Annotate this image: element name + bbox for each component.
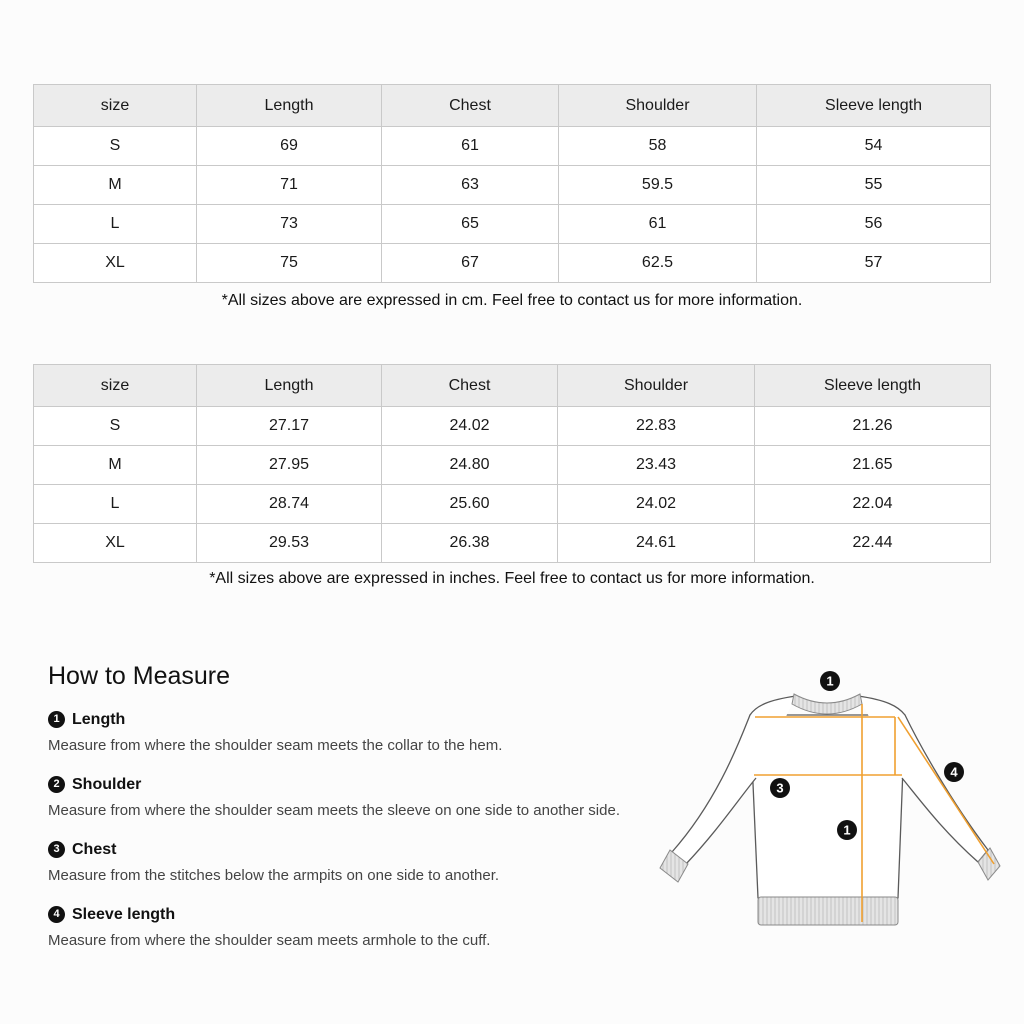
step-description: Measure from where the shoulder seam meets armhole to the cuff. [48,932,491,949]
cell-shoulder: 23.43 [558,446,755,485]
cell-shoulder: 59.5 [559,166,757,205]
header-sleeve-length: Sleeve length [755,365,991,407]
svg-text:1: 1 [843,822,851,838]
cell-sleeve-length: 22.04 [755,485,991,524]
step-number-badge: 3 [48,841,65,858]
cell-sleeve-length: 21.65 [755,446,991,485]
collar-ribbing [792,694,862,714]
cell-shoulder: 58 [559,127,757,166]
table-row [34,205,991,244]
note-inches: *All sizes above are expressed in inches. Feel free to contact us for more information. [209,570,815,587]
svg-text:4: 4 [950,764,958,780]
table-row [34,524,991,563]
cell-size: S [34,407,197,446]
step-description: Measure from the stitches below the armpits on one side to another. [48,867,500,884]
size-table-inches [33,364,991,563]
step-label: Chest [72,840,117,858]
header-length: Length [197,85,382,127]
header-length: Length [197,365,382,407]
header-shoulder: Shoulder [558,365,755,407]
cell-chest: 26.38 [382,524,558,563]
step-sleeve-length [48,901,668,951]
svg-text:3: 3 [776,780,784,796]
cell-size: L [34,205,197,244]
size-table-cm [33,84,991,283]
table-row [34,485,991,524]
cell-sleeve-length: 54 [757,127,991,166]
cell-chest: 24.02 [382,407,558,446]
cell-chest: 63 [382,166,559,205]
step-label: Shoulder [72,775,142,793]
table-row [34,244,991,283]
header-chest: Chest [382,365,558,407]
step-number-badge: 4 [48,906,65,923]
header-size: size [34,365,197,407]
marker-chest [770,778,790,798]
step-number-badge: 1 [48,711,65,728]
table-header-row [34,85,991,127]
sweater-outline [672,696,988,898]
step-number-badge: 2 [48,776,65,793]
marker-length-top [820,671,840,691]
cell-sleeve-length: 21.26 [755,407,991,446]
header-shoulder: Shoulder [559,85,757,127]
sweater-diagram [650,660,1010,940]
cell-shoulder: 61 [559,205,757,244]
cell-length: 27.17 [197,407,382,446]
cell-sleeve-length: 55 [757,166,991,205]
header-size: size [34,85,197,127]
cell-sleeve-length: 57 [757,244,991,283]
marker-length [837,820,857,840]
step-shoulder [48,771,668,821]
header-chest: Chest [382,85,559,127]
table-row [34,446,991,485]
cell-length: 75 [197,244,382,283]
cell-size: L [34,485,197,524]
cell-chest: 24.80 [382,446,558,485]
step-label: Sleeve length [72,905,176,923]
cell-length: 28.74 [197,485,382,524]
step-description: Measure from where the shoulder seam meets the sleeve on one side to another side. [48,802,620,819]
table-row [34,127,991,166]
cell-chest: 65 [382,205,559,244]
marker-sleeve-length [944,762,964,782]
cell-chest: 25.60 [382,485,558,524]
step-chest [48,836,668,886]
note-cm: *All sizes above are expressed in cm. Feel free to contact us for more information. [221,292,803,309]
table-row [34,407,991,446]
header-sleeve-length: Sleeve length [757,85,991,127]
cell-size: XL [34,244,197,283]
cell-length: 29.53 [197,524,382,563]
svg-text:1: 1 [826,673,834,689]
cell-shoulder: 62.5 [559,244,757,283]
cell-size: S [34,127,197,166]
table-row [34,166,991,205]
table-header-row [34,365,991,407]
cell-sleeve-length: 22.44 [755,524,991,563]
step-label: Length [72,710,126,728]
cell-size: M [34,446,197,485]
cell-shoulder: 22.83 [558,407,755,446]
cell-chest: 61 [382,127,559,166]
hem-ribbing [758,897,898,925]
step-description: Measure from where the shoulder seam meets the collar to the hem. [48,737,503,754]
cell-length: 73 [197,205,382,244]
cell-chest: 67 [382,244,559,283]
cell-sleeve-length: 56 [757,205,991,244]
cell-size: M [34,166,197,205]
cell-shoulder: 24.02 [558,485,755,524]
cell-length: 71 [197,166,382,205]
measure-steps [48,706,668,966]
how-to-measure-title: How to Measure [48,662,231,690]
cell-length: 69 [197,127,382,166]
cell-length: 27.95 [197,446,382,485]
cell-size: XL [34,524,197,563]
cell-shoulder: 24.61 [558,524,755,563]
step-length [48,706,668,756]
